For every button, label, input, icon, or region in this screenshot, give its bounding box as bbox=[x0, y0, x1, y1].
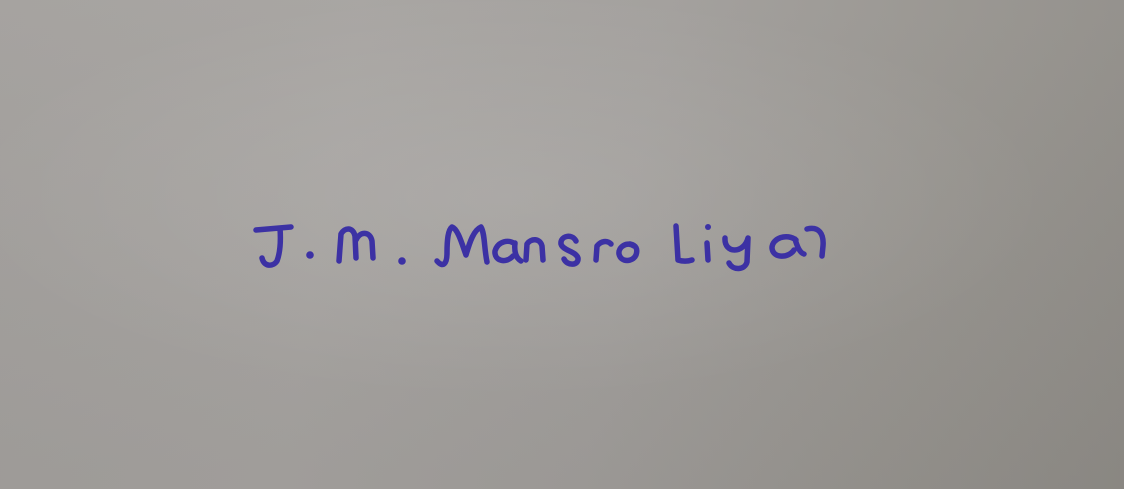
sig-dot-1 bbox=[306, 251, 314, 259]
sig-letter-g bbox=[561, 236, 578, 264]
sig-letter-a bbox=[495, 241, 521, 261]
sig-letter-j bbox=[256, 227, 291, 265]
sig-letter-a-final bbox=[772, 228, 823, 256]
sig-i-dot bbox=[705, 224, 711, 230]
sig-letter-i bbox=[707, 243, 708, 260]
sig-letter-r bbox=[596, 242, 611, 260]
sig-letter-n bbox=[526, 240, 543, 260]
sig-dot-2 bbox=[398, 257, 406, 265]
sig-letter-o bbox=[619, 244, 637, 261]
sig-letter-y bbox=[725, 238, 748, 269]
sig-letter-l bbox=[676, 226, 692, 261]
sig-letter-m-capital bbox=[437, 227, 487, 264]
sig-letter-m-small bbox=[339, 229, 373, 261]
signature-ink bbox=[256, 224, 823, 269]
